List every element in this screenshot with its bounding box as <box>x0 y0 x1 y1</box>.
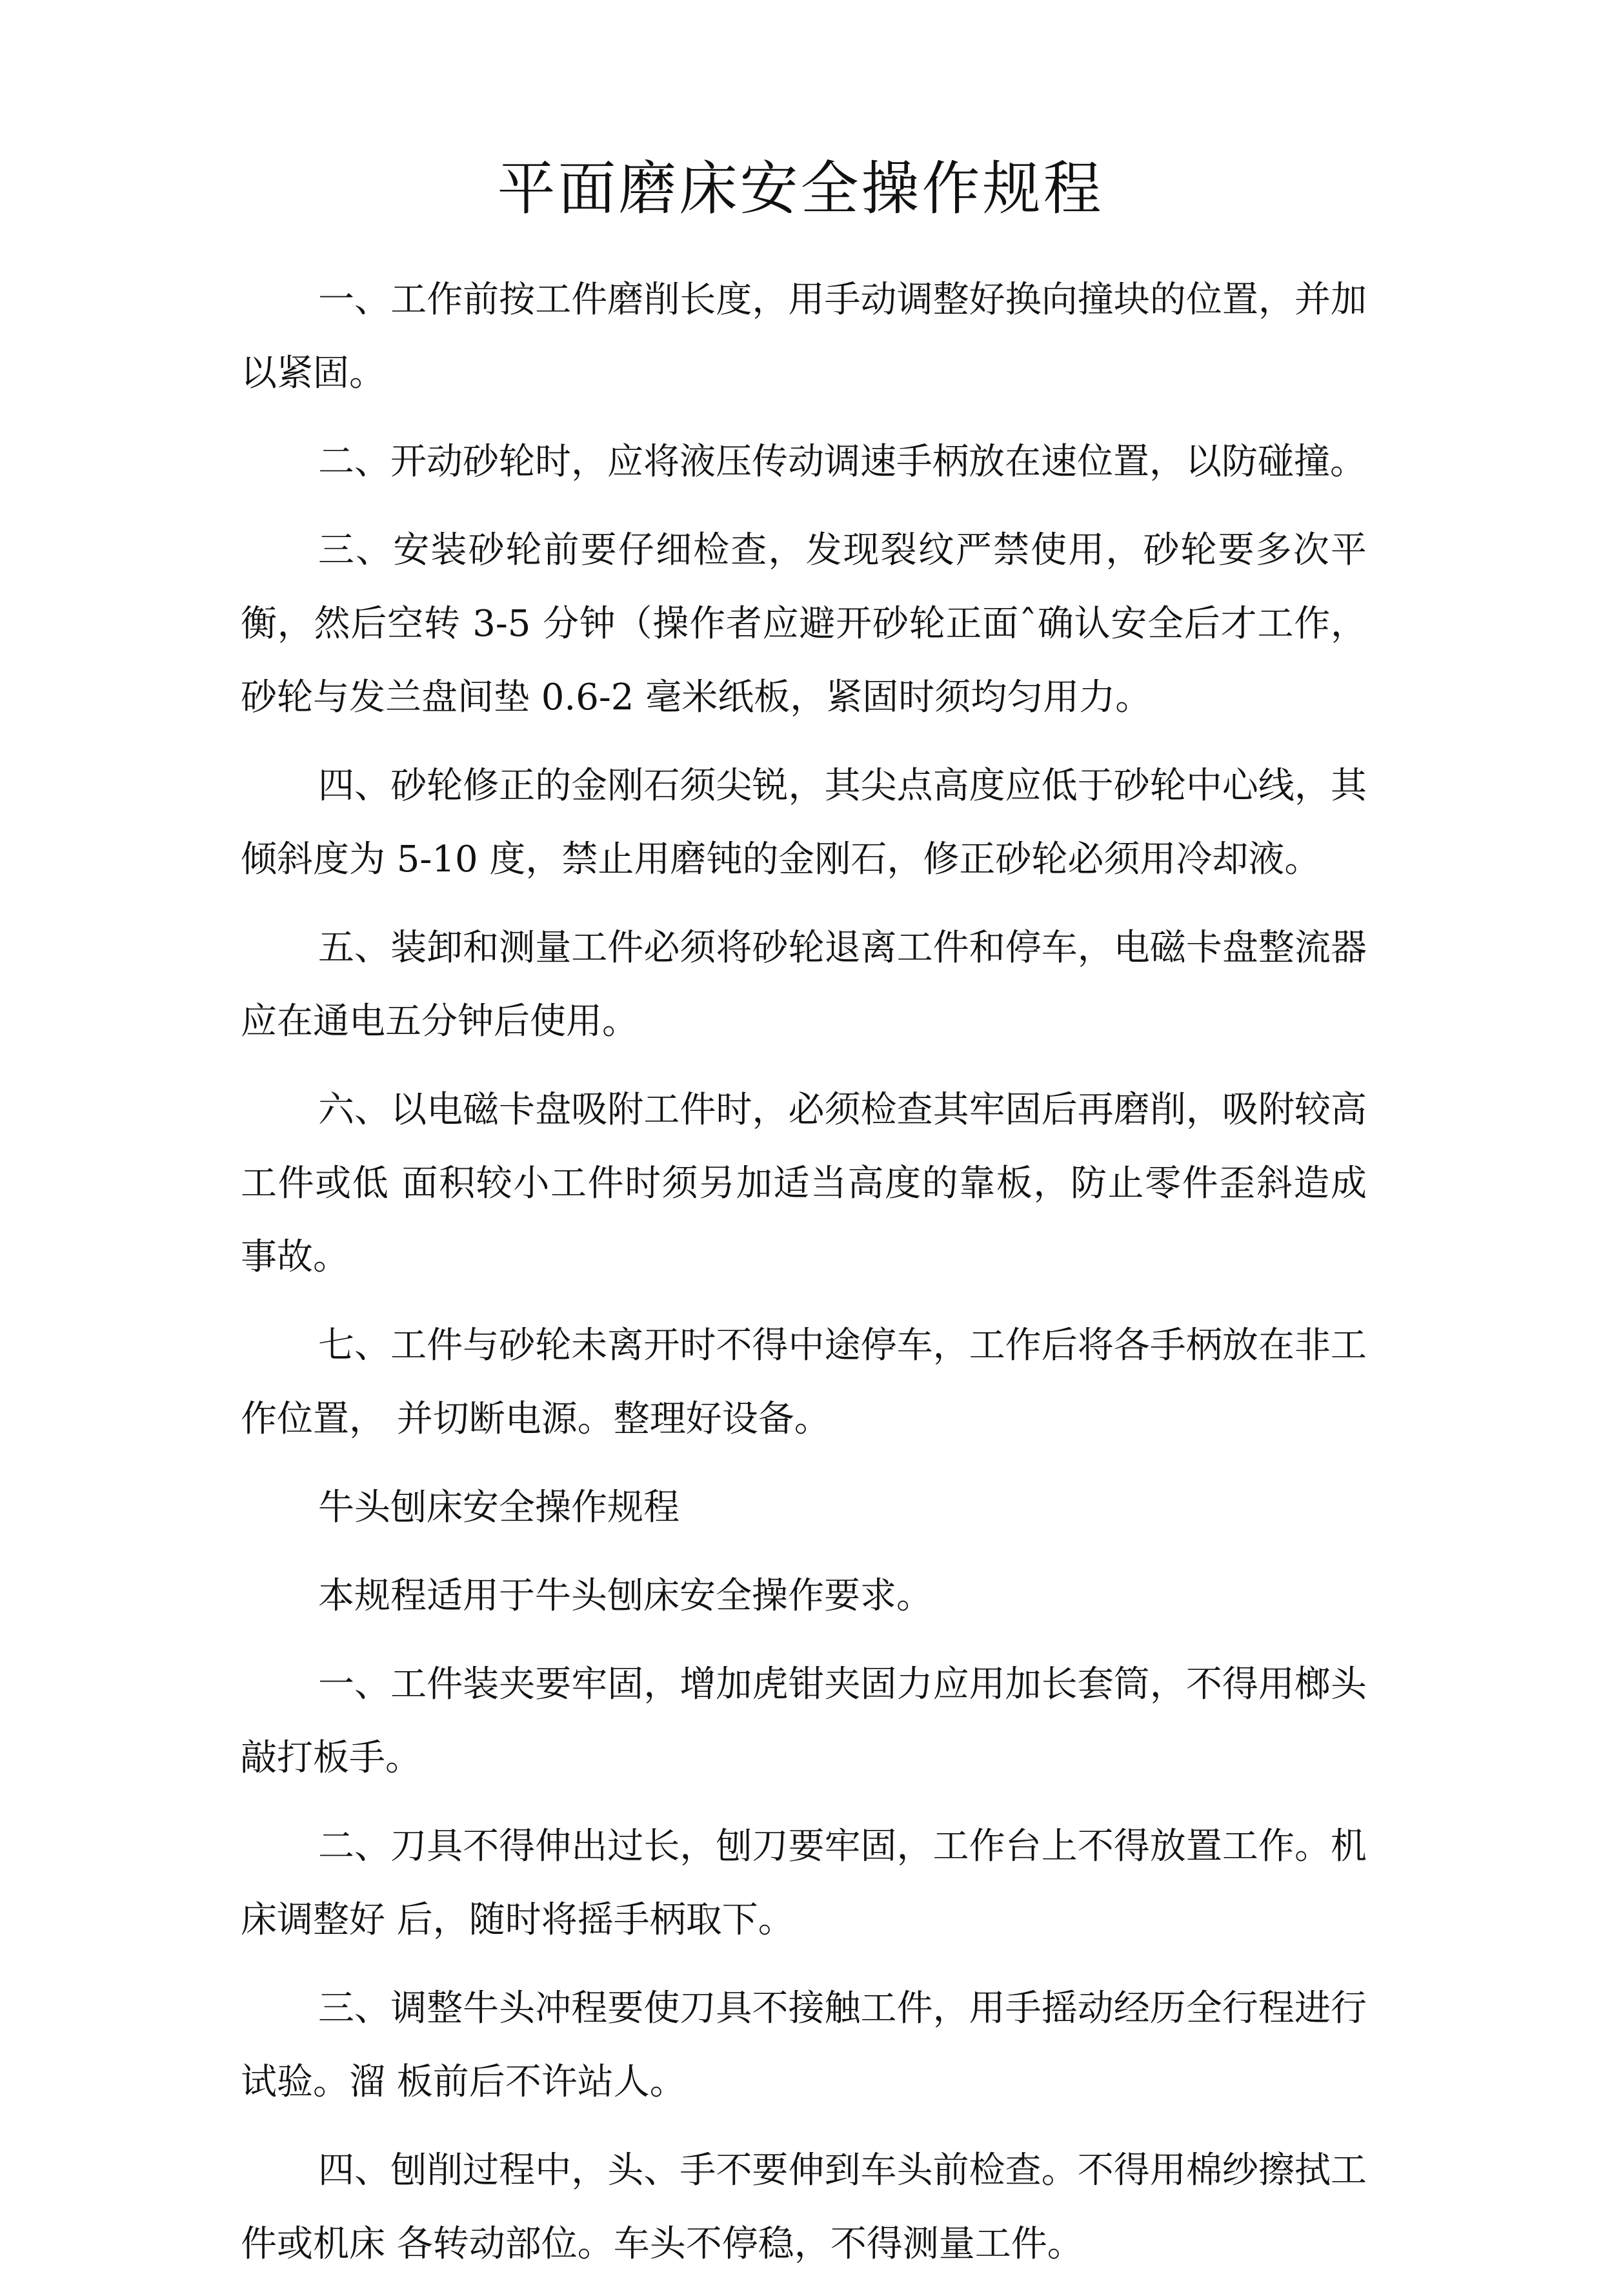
section-heading-shaper: 牛头刨床安全操作规程 <box>318 1487 680 1529</box>
paragraph-grinder-rule-7: 七、工件与砂轮未离开时不得中途停车，工作后将各手柄放在非工作位置， 并切断电源。整理好设备。 <box>241 1325 1367 1440</box>
paragraph-grinder-rule-5: 五、装卸和测量工件必须将砂轮退离工件和停车，电磁卡盘整流器应在通电五分钟后使用。 <box>241 927 1367 1042</box>
paragraph-grinder-rule-3: 三、安装砂轮前要仔细检查，发现裂纹严禁使用，砂轮要多次平衡，然后空转 3-5 分钟（操作者应避开砂轮正面ˆ确认安全后才工作，砂轮与发兰盘间垫 0.6-2 毫米纸板，紧固时须均匀用力。 <box>241 529 1367 718</box>
paragraph-shaper-rule-4: 四、刨削过程中，头、手不要伸到车头前检查。不得用棉纱擦拭工件或机床 各转动部位。车头不停稳，不得测量工件。 <box>241 2149 1367 2265</box>
paragraph-shaper-rule-3: 三、调整牛头冲程要使刀具不接触工件，用手摇动经历全行程进行试验。溜 板前后不许站人。 <box>241 1987 1367 2103</box>
paragraph-grinder-rule-1: 一、工作前按工件磨削长度，用手动调整好换向撞块的位置，并加以紧固。 <box>241 279 1367 394</box>
document-title: 平面磨床安全操作规程 <box>497 155 1104 223</box>
paragraph-shaper-rule-2: 二、刀具不得伸出过长，刨刀要牢固，工作台上不得放置工作。机床调整好 后，随时将摇手柄取下。 <box>241 1825 1367 1941</box>
paragraph-grinder-rule-4: 四、砂轮修正的金刚石须尖锐，其尖点高度应低于砂轮中心线，其倾斜度为 5-10 度，禁止用磨钝的金刚石，修正砂轮必须用冷却液。 <box>241 765 1367 880</box>
document-body <box>241 263 1367 2296</box>
paragraph-grinder-rule-6: 六、以电磁卡盘吸附工件时，必须检查其牢固后再磨削，吸附较高工件或低 面积较小工件时须另加适当高度的靠板，防止零件歪斜造成事故。 <box>241 1089 1367 1278</box>
paragraph-shaper-rule-1: 一、工件装夹要牢固，增加虎钳夹固力应用加长套筒，不得用榔头敲打板手。 <box>241 1663 1367 1779</box>
paragraph-grinder-rule-2: 二、开动砂轮时，应将液压传动调速手柄放在速位置，以防碰撞。 <box>318 441 1366 483</box>
paragraph-shaper-scope: 本规程适用于牛头刨床安全操作要求。 <box>318 1575 932 1617</box>
